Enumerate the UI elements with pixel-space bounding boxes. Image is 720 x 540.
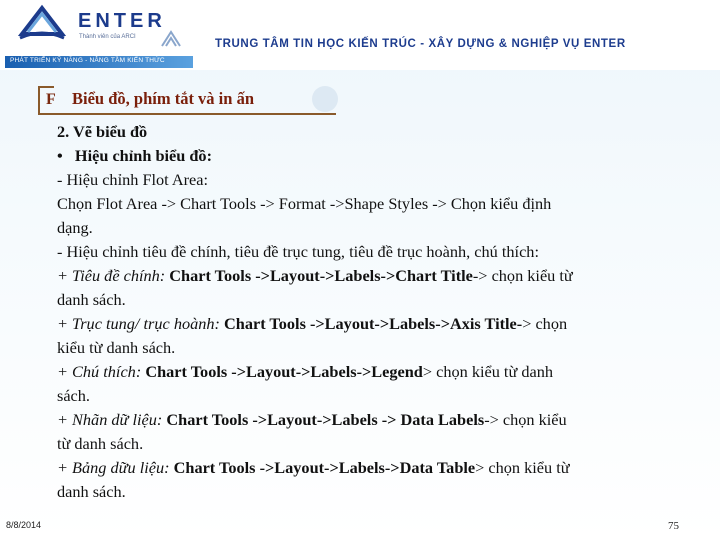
tab-underline [38, 113, 336, 115]
section-letter: F [46, 91, 56, 108]
item-path: Chart Tools ->Layout->Labels->Chart Title [165, 266, 473, 285]
text-line: dạng. [57, 218, 93, 237]
text-line: danh sách. [57, 290, 126, 309]
brand-subtitle: Thành viên của ARCI [79, 34, 136, 40]
text-line: danh sách. [57, 482, 126, 501]
text-line: kiểu từ danh sách. [57, 338, 176, 357]
item-path: Chart Tools ->Layout->Labels -> Data Labels [162, 410, 485, 429]
text-line: sách. [57, 386, 90, 405]
text-line: Chọn Flot Area -> Chart Tools -> Format ->Shape Styles -> Chọn kiểu định [57, 194, 552, 213]
item-path: Chart Tools ->Layout->Labels->Axis Title- [219, 314, 523, 333]
text-line [57, 360, 707, 384]
heading-line: 2. Vẽ biểu đồ [57, 122, 148, 141]
text-line: - Hiệu chỉnh tiêu đề chính, tiêu đề trục tung, tiêu đề trục hoành, chú thích: [57, 242, 539, 261]
slide-body [57, 120, 707, 504]
item-label: + Chú thích: [57, 362, 142, 381]
tagline: PHÁT TRIỂN KỸ NĂNG - NÂNG TẦM KIẾN THỨC [10, 57, 165, 64]
item-label: + Trục tung/ trục hoành: [57, 314, 220, 333]
bullet-line [57, 144, 707, 168]
item-rest: > chọn kiểu từ danh [422, 362, 553, 381]
item-rest: -> chọn kiểu từ [472, 266, 573, 285]
item-rest: > chọn kiểu từ [475, 458, 570, 477]
bullet-text: Hiệu chỉnh biểu đồ: [74, 146, 212, 165]
item-label: + Bảng dữu liệu: [57, 458, 170, 477]
section-tab [38, 84, 336, 114]
text-line [57, 456, 707, 480]
item-label: + Nhãn dữ liệu: [57, 410, 163, 429]
page-number: 75 [668, 520, 679, 532]
brand-name: ENTER [78, 10, 166, 32]
enter-logo-icon [18, 4, 66, 44]
text-line [57, 312, 707, 336]
item-rest: > chọn [522, 314, 568, 333]
slide-header [0, 0, 720, 70]
item-rest: -> chọn kiểu [484, 410, 567, 429]
item-label: + Tiêu đề chính: [57, 266, 166, 285]
bullet-icon: • [57, 146, 63, 165]
item-path: Chart Tools ->Layout->Labels->Legend [141, 362, 423, 381]
text-line: - Hiệu chỉnh Flot Area: [57, 170, 209, 189]
text-line: từ danh sách. [57, 434, 144, 453]
text-line [57, 264, 707, 288]
text-line [57, 408, 707, 432]
footer-date: 8/8/2014 [6, 520, 42, 530]
section-title: Biểu đồ, phím tắt và in ấn [72, 89, 254, 108]
tab-end-cap [312, 86, 338, 112]
center-title: TRUNG TÂM TIN HỌC KIẾN TRÚC - XÂY DỰNG & NGHIỆP VỤ ENTER [215, 38, 626, 50]
item-path: Chart Tools ->Layout->Labels->Data Table [169, 458, 476, 477]
arci-mark-icon [160, 30, 182, 48]
